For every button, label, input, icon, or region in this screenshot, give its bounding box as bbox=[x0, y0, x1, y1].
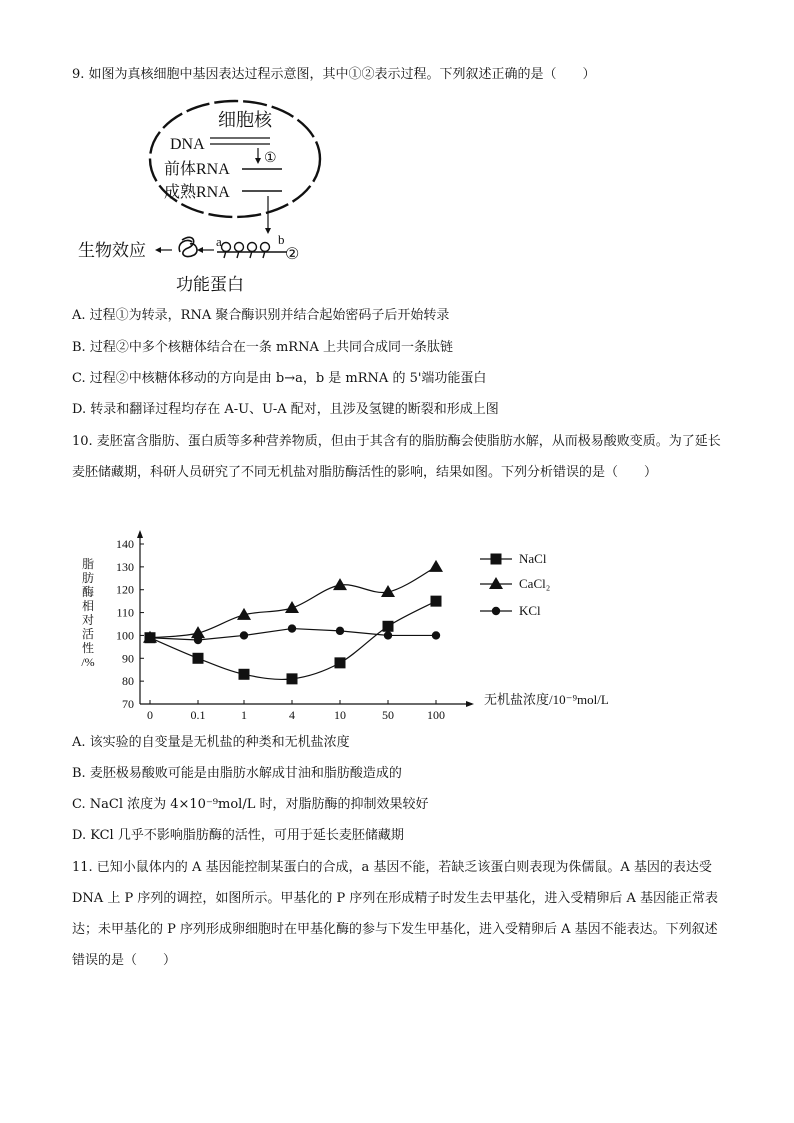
data-point-1-4 bbox=[333, 578, 347, 590]
step-1-label: ① bbox=[264, 151, 277, 166]
question-9-stem: 9. 如图为真核细胞中基因表达过程示意图，其中①②表示过程。下列叙述正确的是（ ） bbox=[72, 67, 596, 82]
effect-label: 生物效应 bbox=[78, 241, 146, 260]
data-point-0-4 bbox=[335, 657, 346, 668]
q10-option-a: A. 该实验的自变量是无机盐的种类和无机盐浓度 bbox=[72, 735, 350, 750]
x-tick-label: 10 bbox=[334, 708, 346, 720]
data-point-0-2 bbox=[239, 669, 250, 680]
q10-option-c: C. NaCl 浓度为 4×10⁻⁹mol/L 时，对脂肪酶的抑制效果较好 bbox=[72, 797, 429, 812]
x-tick-label: 50 bbox=[382, 708, 394, 720]
x-tick-label: 4 bbox=[289, 708, 295, 720]
folded-protein-icon bbox=[179, 237, 197, 256]
data-point-0-6 bbox=[431, 596, 442, 607]
x-tick-label: 1 bbox=[241, 708, 247, 720]
q9-option-d: D. 转录和翻译过程均存在 A-U、U-A 配对，且涉及氢键的断裂和形成上图 bbox=[72, 402, 499, 417]
question-10-stem: 10. 麦胚富含脂肪、蛋白质等多种营养物质，但由于其含有的脂肪酶会使脂肪水解，从而极易酸败变质。为了延长麦胚储藏期，科研人员研究了不同无机盐对脂肪酶活性的影响，结果如图。下列分析错误的是（ ） bbox=[72, 434, 721, 480]
lipase-activity-chart bbox=[72, 528, 642, 720]
dna-label: DNA bbox=[170, 136, 205, 153]
y-tick-label: 70 bbox=[122, 697, 134, 711]
y-tick-label: 130 bbox=[116, 559, 134, 574]
q10-option-d: D. KCl 几乎不影响脂肪酶的活性，可用于延长麦胚储藏期 bbox=[72, 828, 404, 843]
data-point-2-1 bbox=[194, 636, 202, 644]
data-point-0-1 bbox=[193, 653, 204, 664]
x-tick-label: 0 bbox=[147, 708, 153, 720]
gene-expression-diagram bbox=[72, 92, 332, 300]
y-tick-label: 140 bbox=[116, 537, 134, 551]
q9-option-b: B. 过程②中多个核糖体结合在一条 mRNA 上共同合成同一条肽链 bbox=[72, 340, 453, 355]
data-point-2-4 bbox=[336, 627, 344, 635]
data-point-0-5 bbox=[383, 621, 394, 632]
data-point-2-6 bbox=[432, 631, 440, 639]
x-axis-arrow bbox=[466, 701, 474, 707]
ribosome-icons bbox=[222, 243, 270, 259]
y-axis-arrow bbox=[137, 530, 143, 538]
protein-label: 功能蛋白 bbox=[176, 275, 244, 294]
y-tick-label: 80 bbox=[122, 674, 134, 689]
question-11-stem: 11. 已知小鼠体内的 A 基因能控制某蛋白的合成，a 基因不能，若缺乏该蛋白则表现为侏儒鼠。A 基因的表达受 DNA 上 P 序列的调控，如图所示。甲基化的 P 序列在形成精子时发生去甲基化，进入受精卵后 A 基因能正常表达；未甲基化的 P 序列形成卵细胞时在甲基化酶的参与下发生甲基化，进入受精卵后 A 基因不能表达。下列叙述错误的是（ ） bbox=[72, 860, 718, 968]
y-tick-label: 100 bbox=[116, 628, 134, 643]
nucleus-label: 细胞核 bbox=[218, 110, 272, 130]
y-tick-label: 120 bbox=[116, 582, 134, 597]
data-point-2-2 bbox=[240, 631, 248, 639]
legend-label-1: CaCl₂ bbox=[519, 576, 551, 591]
mrna-end-b: b bbox=[278, 232, 285, 247]
legend-marker-0 bbox=[491, 554, 502, 565]
data-point-0-3 bbox=[287, 673, 298, 684]
data-point-1-6 bbox=[429, 560, 443, 572]
x-axis-label: 无机盐浓度/10⁻⁹mol/L bbox=[484, 692, 609, 707]
mrna-end-a: a bbox=[216, 234, 222, 249]
data-point-2-3 bbox=[288, 624, 296, 632]
data-point-2-0 bbox=[146, 634, 154, 642]
q9-option-c: C. 过程②中核糖体移动的方向是由 b→a，b 是 mRNA 的 5'端功能蛋白 bbox=[72, 371, 487, 386]
x-tick-label: 100 bbox=[427, 708, 445, 720]
step-2-label: ② bbox=[285, 246, 300, 263]
mature-rna-label: 成熟RNA bbox=[164, 184, 230, 201]
y-tick-label: 110 bbox=[116, 605, 134, 620]
legend-marker-1 bbox=[489, 577, 503, 589]
q10-option-b: B. 麦胚极易酸败可能是由脂肪水解成甘油和脂肪酸造成的 bbox=[72, 766, 402, 781]
legend-label-2: KCl bbox=[519, 603, 541, 618]
legend-marker-2 bbox=[492, 607, 500, 615]
y-tick-label: 90 bbox=[122, 651, 134, 666]
legend-label-0: NaCl bbox=[519, 551, 547, 566]
pre-rna-label: 前体RNA bbox=[164, 161, 230, 178]
q9-option-a: A. 过程①为转录，RNA 聚合酶识别并结合起始密码子后开始转录 bbox=[72, 308, 450, 323]
data-point-2-5 bbox=[384, 631, 392, 639]
x-tick-label: 0.1 bbox=[190, 708, 206, 720]
y-axis-label: 脂肪酶相对活性/% bbox=[81, 557, 95, 669]
data-point-1-3 bbox=[285, 601, 299, 613]
